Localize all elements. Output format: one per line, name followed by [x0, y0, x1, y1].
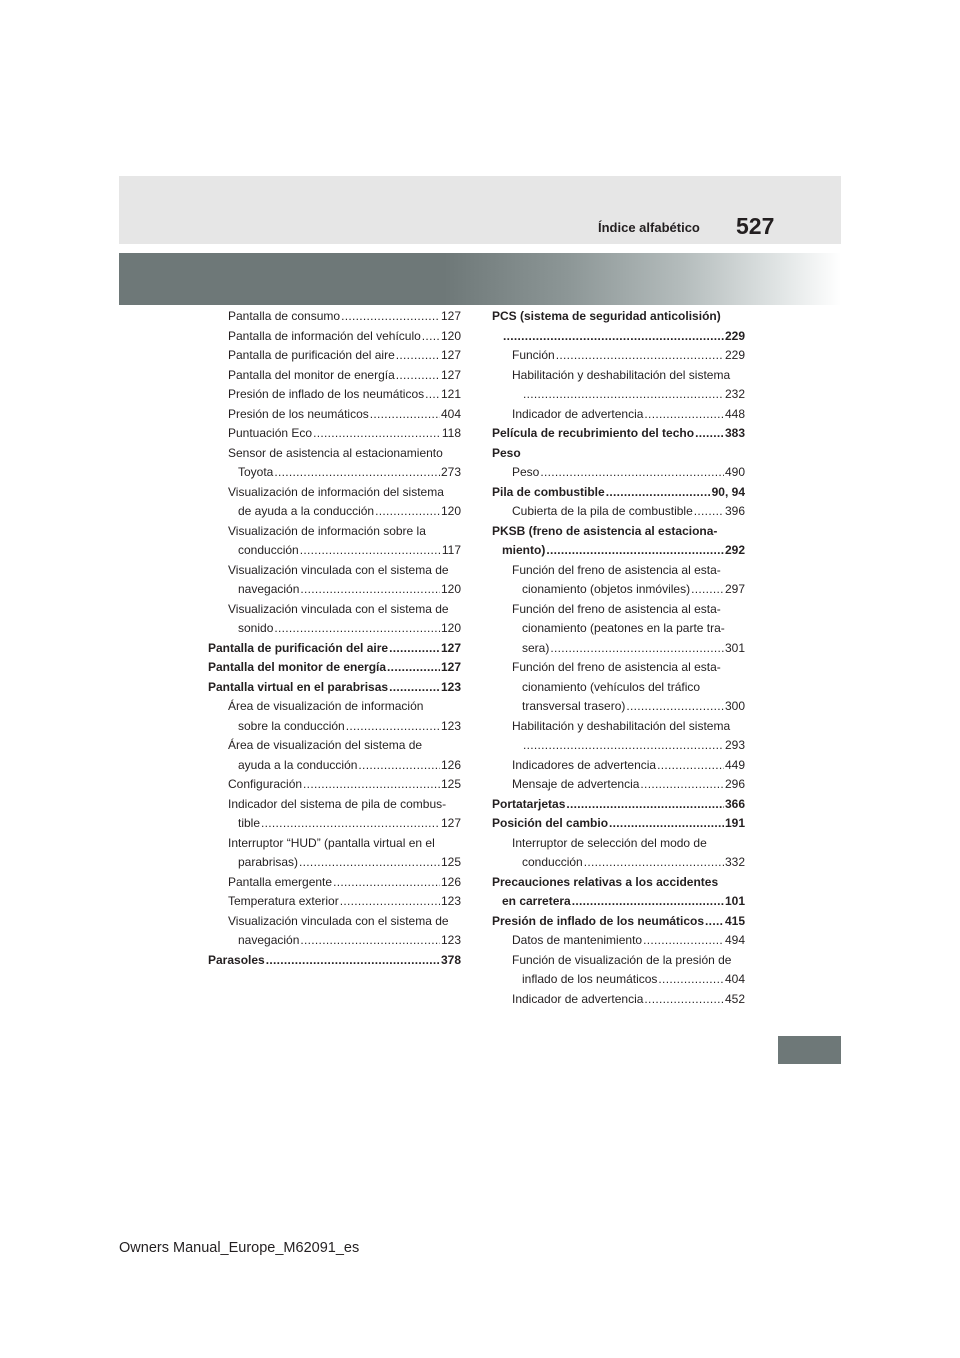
index-entry [492, 639, 745, 659]
index-entry [492, 990, 745, 1010]
index-entry-term: sera) [522, 640, 550, 655]
index-entry-page: 127 [440, 367, 461, 382]
dot-leader [694, 502, 724, 522]
index-entry [208, 951, 461, 971]
index-entry-term: Presión de inflado de los neumáticos [492, 913, 705, 928]
index-entry-page: 126 [440, 757, 461, 772]
index-entry-line: Habilitación y deshabilitación del sistema [512, 718, 731, 733]
index-entry-page: 120 [440, 504, 461, 518]
index-entry-page: 117 [441, 543, 461, 557]
index-entry-term: navegación [238, 582, 300, 596]
index-entry-term: tible [238, 816, 261, 830]
index-entry-term: de ayuda a la conducción [238, 504, 375, 518]
index-entry-line: Visualización de información sobre la [228, 523, 426, 538]
index-entry [208, 366, 461, 386]
index-entry-page: 229 [724, 328, 745, 343]
index-entry [208, 307, 461, 327]
index-entry-page: 449 [724, 757, 745, 772]
index-entry-page: 452 [724, 991, 745, 1006]
index-entry-page: 229 [724, 348, 745, 362]
index-entry-line: Visualización de información del sistema [228, 484, 444, 499]
dot-leader [606, 483, 711, 503]
index-entry-term: navegación [238, 933, 300, 947]
dot-leader [503, 327, 724, 347]
index-entry-term: Cubierta de la pila de combustible [512, 504, 693, 518]
index-entry-term: Pantalla de consumo [228, 309, 341, 323]
index-entry-line: Función de visualización de la presión de [512, 952, 732, 967]
index-entry-page: 118 [441, 426, 461, 440]
index-entry-page: 404 [724, 972, 745, 986]
index-entry [492, 970, 745, 990]
index-entry-line: PKSB (freno de asistencia al estaciona- [492, 523, 718, 538]
index-entry-page: 232 [724, 387, 745, 401]
index-entry-line: Función del freno de asistencia al esta- [512, 601, 721, 616]
index-entry-line: Indicador del sistema de pila de combus- [228, 796, 447, 811]
index-entry [208, 385, 461, 405]
index-entry-page: 123 [440, 679, 461, 694]
index-entry-page: 120 [440, 328, 461, 343]
index-entry-term: Datos de mantenimiento [512, 933, 643, 947]
index-entry-term: parabrisas) [238, 855, 299, 869]
index-entry [208, 580, 461, 600]
index-entry-page: 127 [440, 640, 461, 655]
dot-leader [396, 346, 440, 366]
index-entry [208, 873, 461, 893]
index-entry [208, 756, 461, 776]
dot-leader [303, 775, 440, 795]
index-entry [492, 756, 745, 776]
decorative-gradient-band [119, 253, 841, 305]
index-entry [492, 502, 745, 522]
index-entry [208, 639, 461, 659]
index-entry-line: Visualización vinculada con el sistema de [228, 601, 449, 616]
index-entry-term: Posición del cambio [492, 816, 609, 830]
index-entry-page: 123 [440, 894, 461, 908]
index-entry [208, 619, 461, 639]
index-column-right [492, 307, 745, 1009]
index-entry-term: Portatarjetas [492, 796, 566, 811]
index-entry [208, 405, 461, 425]
index-entry [492, 931, 745, 951]
footer-manual-id: Owners Manual_Europe_M62091_es [119, 1240, 360, 1256]
dot-leader [643, 931, 724, 951]
index-entry-page: 127 [440, 816, 461, 830]
index-entry-term: Presión de los neumáticos [228, 406, 369, 421]
index-entry-page: 494 [724, 933, 745, 947]
index-entry-term: Pantalla virtual en el parabrisas [208, 679, 389, 694]
index-entry-line: Peso [492, 445, 521, 460]
index-entry-page: 404 [440, 406, 461, 421]
index-entry [492, 736, 745, 756]
index-entry-term: Pila de combustible [492, 484, 605, 499]
header-band [119, 176, 841, 244]
index-entry-term: ayuda a la conducción [238, 757, 358, 772]
index-entry-term: Indicadores de advertencia [512, 757, 657, 772]
index-entry-term: Configuración [228, 777, 303, 791]
index-entry [492, 424, 745, 444]
index-entry-term: miento) [502, 543, 546, 557]
dot-leader [658, 970, 724, 990]
index-entry [208, 541, 461, 561]
index-entry-page: 127 [440, 660, 461, 674]
index-entry [208, 463, 461, 483]
dot-leader [584, 853, 724, 873]
index-entry [208, 658, 461, 678]
dot-leader [341, 307, 440, 327]
index-entry-term: Pantalla de información del vehículo [228, 328, 421, 343]
index-entry-line: Función del freno de asistencia al esta- [512, 660, 721, 674]
index-entry-term: Presión de inflado de los neumáticos [228, 387, 425, 401]
index-entry-line: Visualización vinculada con el sistema de [228, 913, 449, 928]
dot-leader [695, 424, 724, 444]
index-entry-term: Mensaje de advertencia [512, 777, 640, 791]
index-entry [208, 502, 461, 522]
dot-leader [300, 580, 440, 600]
index-entry-page: 90, 94 [711, 484, 745, 499]
index-entry-term: en carretera [502, 894, 571, 908]
index-entry-page: 123 [440, 718, 461, 733]
index-entry-line: Visualización vinculada con el sistema de [228, 562, 449, 577]
index-entry-term: sobre la conducción [238, 718, 345, 733]
index-entry-term: Peso [512, 465, 540, 479]
index-entry-page: 125 [440, 777, 461, 791]
index-entry [492, 405, 745, 425]
index-entry-term: Temperatura exterior [228, 894, 339, 908]
index-entry-page: 300 [724, 699, 745, 713]
index-entry-line: PCS (sistema de seguridad anticolisión) [492, 309, 721, 323]
index-entry [492, 853, 745, 873]
index-entry-page: 490 [724, 465, 745, 479]
dot-leader [540, 463, 724, 483]
dot-leader [300, 541, 441, 561]
dot-leader [644, 990, 724, 1010]
index-entry-term: cionamiento (objetos inmóviles) [522, 582, 691, 596]
index-entry-page: 123 [440, 933, 461, 947]
index-entry-term: Pantalla emergente [228, 874, 333, 889]
dot-leader [556, 346, 724, 366]
index-entry [492, 580, 745, 600]
index-entry-page: 448 [724, 406, 745, 421]
dot-leader [396, 366, 440, 386]
index-entry [492, 697, 745, 717]
dot-leader [572, 892, 724, 912]
index-entry-term: sonido [238, 621, 274, 635]
index-entry-term: Función [512, 348, 555, 362]
dot-leader [375, 502, 440, 522]
index-entry-page: 301 [724, 640, 745, 655]
index-entry-page: 126 [440, 874, 461, 889]
index-entry-term: inflado de los neumáticos [522, 972, 658, 986]
dot-leader [340, 892, 440, 912]
dot-leader [274, 619, 440, 639]
index-entry [492, 541, 745, 561]
index-entry-term: conducción [238, 543, 299, 557]
index-entry-term: Película de recubrimiento del techo [492, 426, 695, 440]
index-entry-term: conducción [522, 855, 583, 869]
index-entry-page: 101 [724, 894, 745, 908]
dot-leader [333, 873, 440, 893]
index-entry-page: 378 [440, 952, 461, 967]
index-entry-line: Función del freno de asistencia al esta- [512, 562, 721, 577]
dot-leader [389, 678, 440, 698]
index-entry-page: 332 [724, 855, 745, 869]
index-entry-term: Pantalla de purificación del aire [208, 640, 389, 655]
index-entry-page: 292 [724, 543, 745, 557]
index-entry [208, 424, 461, 444]
index-entry-line: Área de visualización de información [228, 699, 424, 713]
index-entry-page: 396 [724, 504, 745, 518]
index-column-left [208, 307, 461, 970]
index-entry-line: Interruptor “HUD” (pantalla virtual en el [228, 835, 435, 850]
dot-leader [422, 327, 440, 347]
index-entry-term: Toyota [238, 465, 274, 479]
index-entry [208, 931, 461, 951]
dot-leader [523, 736, 724, 756]
dot-leader [425, 385, 440, 405]
dot-leader [657, 756, 724, 776]
index-entry-line: Precauciones relativas a los accidentes [492, 874, 719, 889]
index-entry-page: 273 [440, 465, 461, 479]
index-entry-term: Puntuación Eco [228, 426, 313, 440]
index-entry [492, 892, 745, 912]
index-entry-term: Pantalla del monitor de energía [208, 660, 387, 674]
index-entry-line: Habilitación y deshabilitación del sistema [512, 367, 731, 382]
index-entry-page: 121 [440, 387, 461, 401]
index-entry [492, 814, 745, 834]
dot-leader [299, 853, 440, 873]
index-entry [492, 385, 745, 405]
dot-leader [346, 717, 440, 737]
index-entry [208, 346, 461, 366]
dot-leader [626, 697, 724, 717]
index-entry-page: 120 [440, 582, 461, 596]
index-entry-page: 191 [724, 816, 745, 830]
index-entry-term: Indicador de advertencia [512, 991, 644, 1006]
dot-leader [550, 639, 724, 659]
dot-leader [640, 775, 724, 795]
dot-leader [705, 912, 724, 932]
index-entry-term: Pantalla del monitor de energía [228, 367, 395, 382]
index-entry-term: Parasoles [208, 952, 265, 967]
index-entry-page: 127 [440, 348, 461, 362]
page-number: 527 [736, 213, 775, 239]
index-entry [492, 912, 745, 932]
dot-leader [313, 424, 441, 444]
dot-leader [566, 795, 724, 815]
index-entry-line: cionamiento (vehículos del tráfico [522, 679, 701, 694]
index-entry-page: 296 [724, 777, 745, 791]
index-entry-page: 127 [440, 309, 461, 323]
dot-leader [274, 463, 440, 483]
index-entry-line: cionamiento (peatones en la parte tra- [522, 621, 725, 635]
index-entry [208, 717, 461, 737]
index-entry [208, 853, 461, 873]
index-entry [492, 775, 745, 795]
index-entry [492, 795, 745, 815]
index-entry-page: 120 [440, 621, 461, 635]
index-entry-page: 383 [724, 426, 745, 440]
chapter-side-tab [778, 1036, 841, 1064]
dot-leader [261, 814, 440, 834]
index-entry [208, 892, 461, 912]
index-entry-term: Pantalla de purificación del aire [228, 348, 395, 362]
dot-leader [523, 385, 724, 405]
section-title: Índice alfabético [598, 220, 700, 235]
index-entry [492, 483, 745, 503]
dot-leader [546, 541, 724, 561]
dot-leader [387, 658, 440, 678]
index-entry [208, 775, 461, 795]
index-entry-page: 125 [440, 855, 461, 869]
dot-leader [266, 951, 440, 971]
index-entry-line: Área de visualización del sistema de [228, 738, 423, 752]
index-entry-term: Indicador de advertencia [512, 406, 644, 421]
index-entry [492, 346, 745, 366]
index-entry-page: 415 [724, 913, 745, 928]
index-entry-page: 297 [724, 582, 745, 596]
index-entry-page: 366 [724, 796, 745, 811]
dot-leader [300, 931, 440, 951]
index-entry-line: Interruptor de selección del modo de [512, 835, 707, 850]
index-entry-page: 293 [724, 738, 745, 752]
dot-leader [358, 756, 440, 776]
index-entry [492, 463, 745, 483]
dot-leader [370, 405, 440, 425]
dot-leader [389, 639, 440, 659]
index-entry-line: Sensor de asistencia al estacionamiento [228, 445, 443, 460]
index-entry [208, 327, 461, 347]
index-entry [208, 678, 461, 698]
index-entry-term: transversal trasero) [522, 699, 626, 713]
index-entry [492, 327, 745, 347]
index-entry [208, 814, 461, 834]
dot-leader [691, 580, 724, 600]
dot-leader [644, 405, 724, 425]
dot-leader [609, 814, 724, 834]
